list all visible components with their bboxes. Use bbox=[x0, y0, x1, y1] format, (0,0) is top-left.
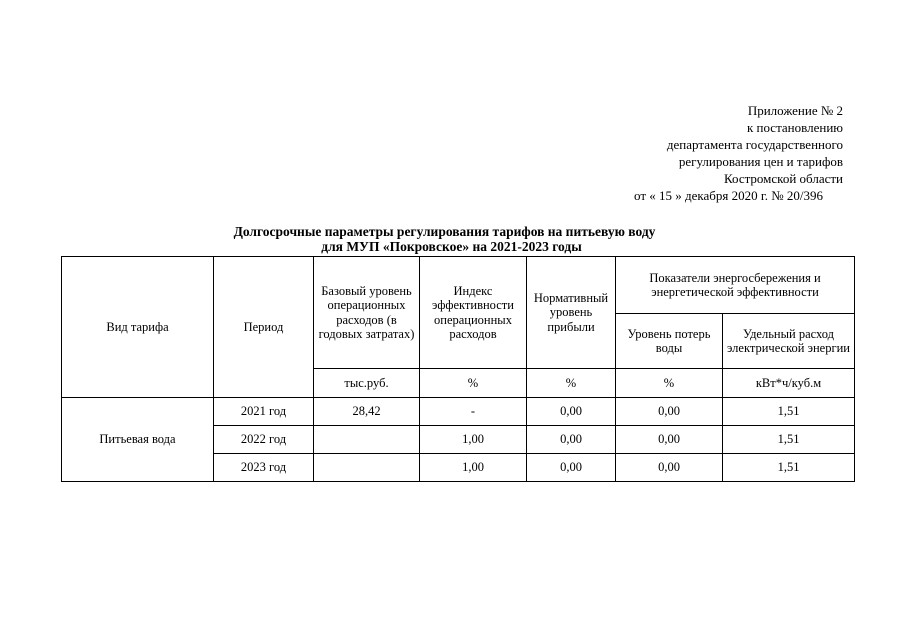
period-cell: 2022 год bbox=[214, 426, 314, 454]
unit-water-loss: % bbox=[616, 369, 723, 398]
header-profit-level: Нормативный уровень прибыли bbox=[527, 257, 616, 369]
appendix-block bbox=[634, 102, 843, 204]
tariff-parameters-table bbox=[61, 256, 855, 482]
unit-efficiency-index: % bbox=[420, 369, 527, 398]
base-level-cell bbox=[314, 454, 420, 482]
title-line-2: для МУП «Покровское» на 2021-2023 годы bbox=[321, 239, 582, 254]
header-row bbox=[62, 257, 855, 314]
period-cell: 2023 год bbox=[214, 454, 314, 482]
unit-profit-level: % bbox=[527, 369, 616, 398]
period-cell: 2021 год bbox=[214, 398, 314, 426]
profit-level-cell: 0,00 bbox=[527, 454, 616, 482]
header-water-loss: Уровень потерь воды bbox=[616, 314, 723, 369]
header-energy-group: Показатели энергосбережения и энергетической эффективности bbox=[616, 257, 855, 314]
water-loss-cell: 0,00 bbox=[616, 426, 723, 454]
efficiency-index-cell: 1,00 bbox=[420, 454, 527, 482]
base-level-cell bbox=[314, 426, 420, 454]
electricity-cell: 1,51 bbox=[723, 454, 855, 482]
header-period: Период bbox=[214, 257, 314, 398]
appendix-line: Приложение № 2 bbox=[747, 103, 843, 118]
appendix-line: департамента государственного bbox=[666, 137, 843, 152]
efficiency-index-cell: - bbox=[420, 398, 527, 426]
profit-level-cell: 0,00 bbox=[527, 426, 616, 454]
table-row bbox=[62, 398, 855, 426]
unit-electricity: кВт*ч/куб.м bbox=[723, 369, 855, 398]
appendix-date-line: от « 15 » декабря 2020 г. № 20/396 bbox=[633, 188, 823, 203]
electricity-cell: 1,51 bbox=[723, 398, 855, 426]
efficiency-index-cell: 1,00 bbox=[420, 426, 527, 454]
document-title bbox=[0, 224, 905, 254]
header-tariff-type: Вид тарифа bbox=[62, 257, 214, 398]
appendix-line: Костромской области bbox=[723, 171, 843, 186]
unit-base-level: тыс.руб. bbox=[314, 369, 420, 398]
tariff-name-cell: Питьевая вода bbox=[62, 398, 214, 482]
appendix-line: регулирования цен и тарифов bbox=[678, 154, 843, 169]
electricity-cell: 1,51 bbox=[723, 426, 855, 454]
water-loss-cell: 0,00 bbox=[616, 398, 723, 426]
header-efficiency-index: Индекс эффективности операционных расходов bbox=[420, 257, 527, 369]
title-line-1: Долгосрочные параметры регулирования тарифов на питьевую воду bbox=[233, 224, 656, 239]
base-level-cell: 28,42 bbox=[314, 398, 420, 426]
water-loss-cell: 0,00 bbox=[616, 454, 723, 482]
header-electricity: Удельный расход электрической энергии bbox=[723, 314, 855, 369]
profit-level-cell: 0,00 bbox=[527, 398, 616, 426]
header-base-level: Базовый уровень операционных расходов (в годовых затратах) bbox=[314, 257, 420, 369]
appendix-line: к постановлению bbox=[746, 120, 843, 135]
